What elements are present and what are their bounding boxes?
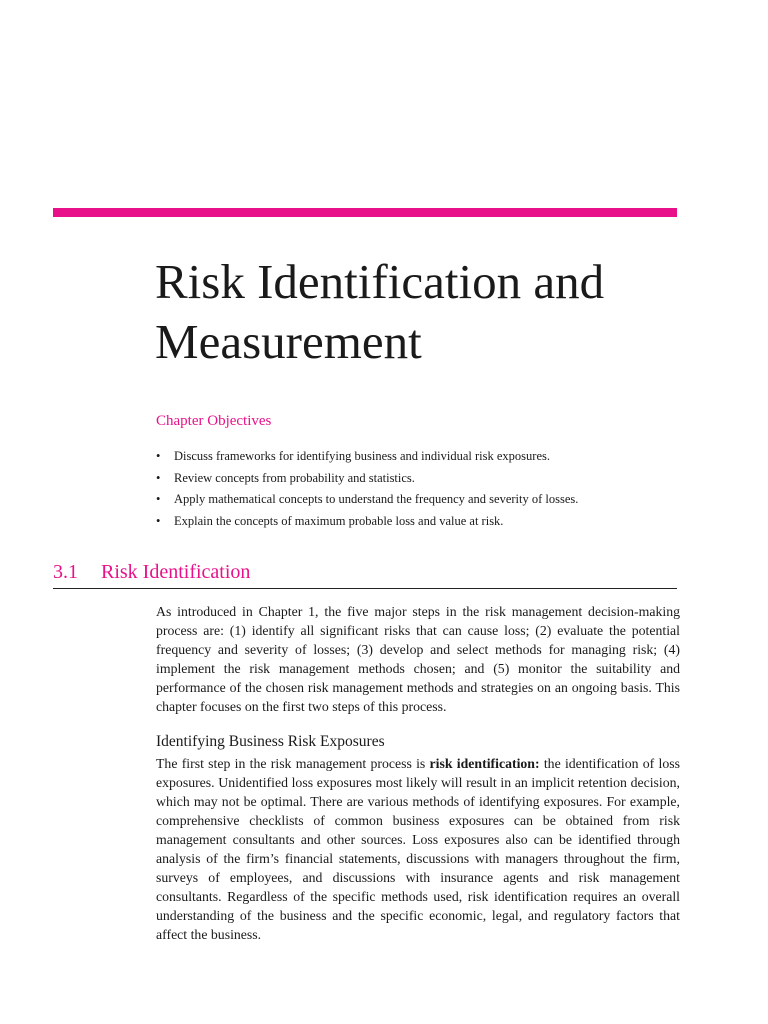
paragraph-lead: The first step in the risk management process is xyxy=(156,756,430,771)
objectives-list xyxy=(156,446,696,532)
chapter-title-line-1: Risk Identification and xyxy=(155,254,605,309)
section-title: Risk Identification xyxy=(101,561,251,583)
paragraph-rest: the identification of loss exposures. Unidentified loss exposures most likely will result in an implicit retention decision, which may not be optimal. There are various methods of identifying exposures. For example, comprehensive checklists of common business exposures can be obtained from risk management consultants and other sources. Loss exposures also can be identified through analysis of the firm’s financial statements, discussions with managers throughout the firm, surveys of employees, and discussions with insurance agents and risk management consultants. Regardless of the specific methods used, risk identification requires an overall understanding of the business and the specific economic, legal, and regulatory factors that affect the business. xyxy=(156,756,680,942)
objective-text: Discuss frameworks for identifying business and individual risk exposures. xyxy=(174,449,550,463)
key-term: risk identification: xyxy=(429,756,540,771)
objective-item xyxy=(156,446,696,468)
objectives-heading: Chapter Objectives xyxy=(156,413,272,429)
section-number: 3.1 xyxy=(53,561,78,583)
chapter-top-rule xyxy=(53,208,677,217)
objective-text: Apply mathematical concepts to understand the frequency and severity of losses. xyxy=(174,492,579,506)
chapter-title xyxy=(155,252,715,372)
bullet-icon: • xyxy=(156,513,161,528)
subsection-heading: Identifying Business Risk Exposures xyxy=(156,733,385,750)
section-heading xyxy=(53,561,677,589)
bullet-icon: • xyxy=(156,492,161,506)
objective-item xyxy=(156,468,696,490)
objective-item xyxy=(156,489,696,511)
bullet-icon: • xyxy=(156,449,161,463)
body-paragraph xyxy=(156,754,680,944)
intro-paragraph: As introduced in Chapter 1, the five major steps in the risk management decision-making process are: (1) identify all significant risks that can cause loss; (2) evaluate the potential frequency and severity of losses; (3) develop and select methods for managing risk; (4) implement the risk management methods chosen; and (5) monitor the suitability and performance of the chosen risk management methods and strategies on an ongoing basis. This chapter focuses on the first two steps of this process. xyxy=(156,604,680,714)
objective-text: Review concepts from probability and statistics. xyxy=(174,470,415,485)
bullet-icon: • xyxy=(156,470,161,485)
objective-text: Explain the concepts of maximum probable loss and value at risk. xyxy=(174,513,504,528)
objective-item xyxy=(156,511,696,533)
chapter-title-line-2: Measurement xyxy=(155,314,422,369)
